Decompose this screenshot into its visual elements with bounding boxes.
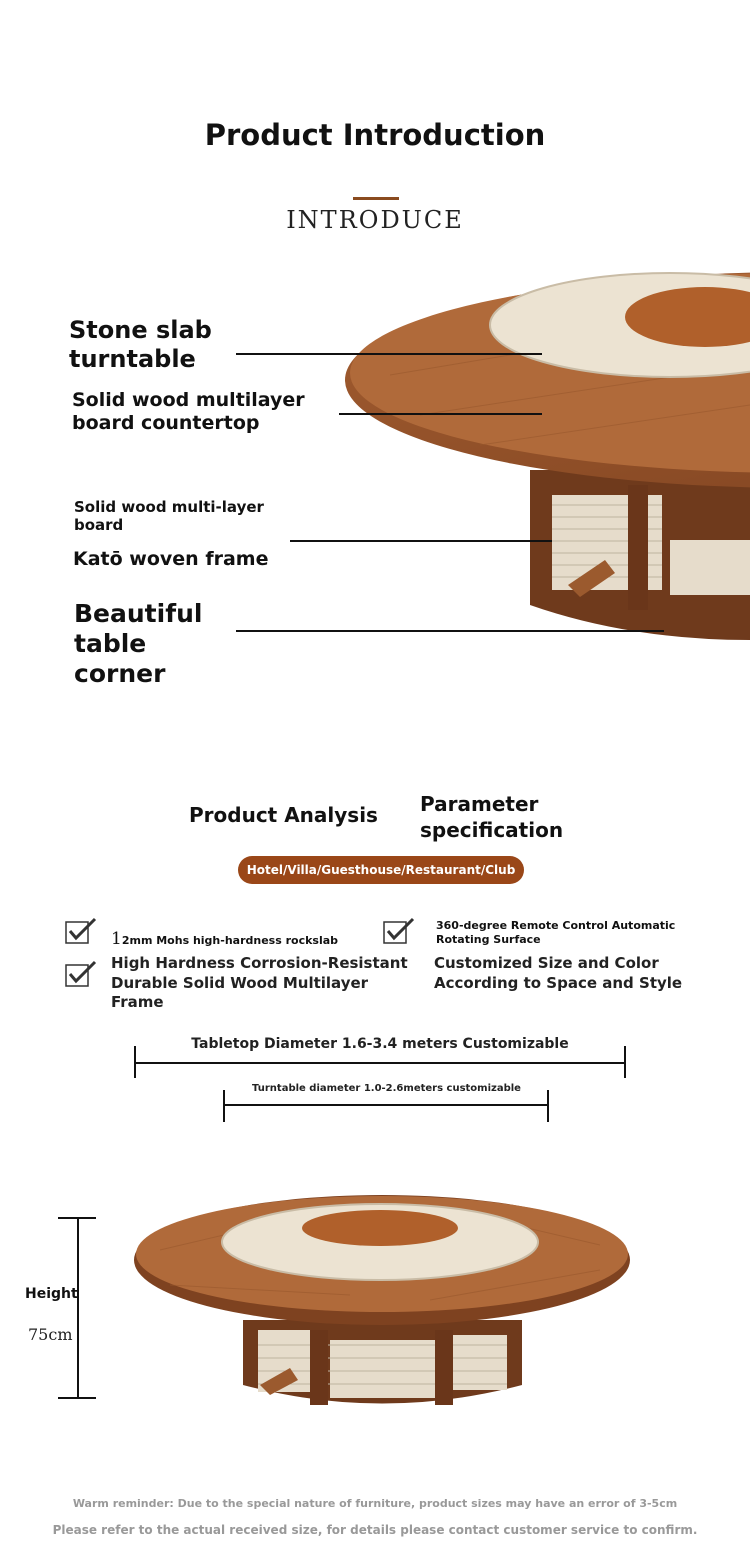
callout-board: Solid wood multi-layer board	[74, 498, 264, 534]
callout-frame: Katō woven frame	[73, 548, 269, 570]
checkbox-icon	[64, 960, 98, 988]
warm-reminder-line-1: Warm reminder: Due to the special nature of furniture, product sizes may have an error of 3-5cm	[72, 1497, 678, 1510]
feature-frame: High Hardness Corrosion-Resistant Durable Solid Wood Multilayer Frame	[111, 954, 408, 1011]
height-label: Height	[25, 1286, 78, 1302]
callout-line-countertop	[339, 413, 542, 415]
feature-rockslab	[111, 928, 338, 950]
callout-corner: Beautiful table corner	[74, 599, 203, 688]
height-dimension-line	[77, 1217, 79, 1399]
feature-rockslab-prefix: 1	[111, 929, 122, 949]
tabletop-diameter-label: Tabletop Diameter 1.6-3.4 meters Customizable	[191, 1036, 569, 1052]
feature-custom: Customized Size and Color According to Space and Style	[434, 954, 683, 992]
table-illustration-top	[330, 255, 750, 655]
height-value: 75cm	[28, 1325, 73, 1344]
checkbox-icon	[382, 917, 416, 945]
dimension-tick	[223, 1090, 225, 1122]
dimension-tick	[624, 1046, 626, 1078]
turntable-diameter-label: Turntable diameter 1.0-2.6meters customizable	[252, 1083, 521, 1094]
page-title: Product Introduction	[204, 118, 546, 152]
warm-reminder-line-2: Please refer to the actual received size, for details please contact customer service to confirm.	[52, 1523, 698, 1537]
parameter-spec-heading: Parameter specification	[420, 792, 564, 842]
callout-stone-slab: Stone slab turntable	[69, 316, 212, 373]
height-tick-bottom	[58, 1397, 96, 1399]
feature-rotating: 360-degree Remote Control Automatic Rotating Surface	[436, 919, 676, 947]
title-divider	[353, 197, 399, 200]
usage-pill: Hotel/Villa/Guesthouse/Restaurant/Club	[238, 856, 524, 884]
page-subtitle: INTRODUCE	[286, 206, 464, 234]
turntable-dimension-line	[223, 1104, 549, 1106]
callout-line-corner	[236, 630, 664, 632]
callout-line-frame	[290, 540, 552, 542]
table-illustration-full	[130, 1190, 635, 1425]
dimension-tick	[547, 1090, 549, 1122]
callout-countertop: Solid wood multilayer board countertop	[72, 389, 305, 434]
product-analysis-heading: Product Analysis	[189, 803, 378, 827]
tabletop-dimension-line	[134, 1062, 626, 1064]
feature-rockslab-text: 2mm Mohs high-hardness rockslab	[121, 934, 339, 947]
checkbox-icon	[64, 917, 98, 945]
callout-line-stone-slab	[236, 353, 542, 355]
